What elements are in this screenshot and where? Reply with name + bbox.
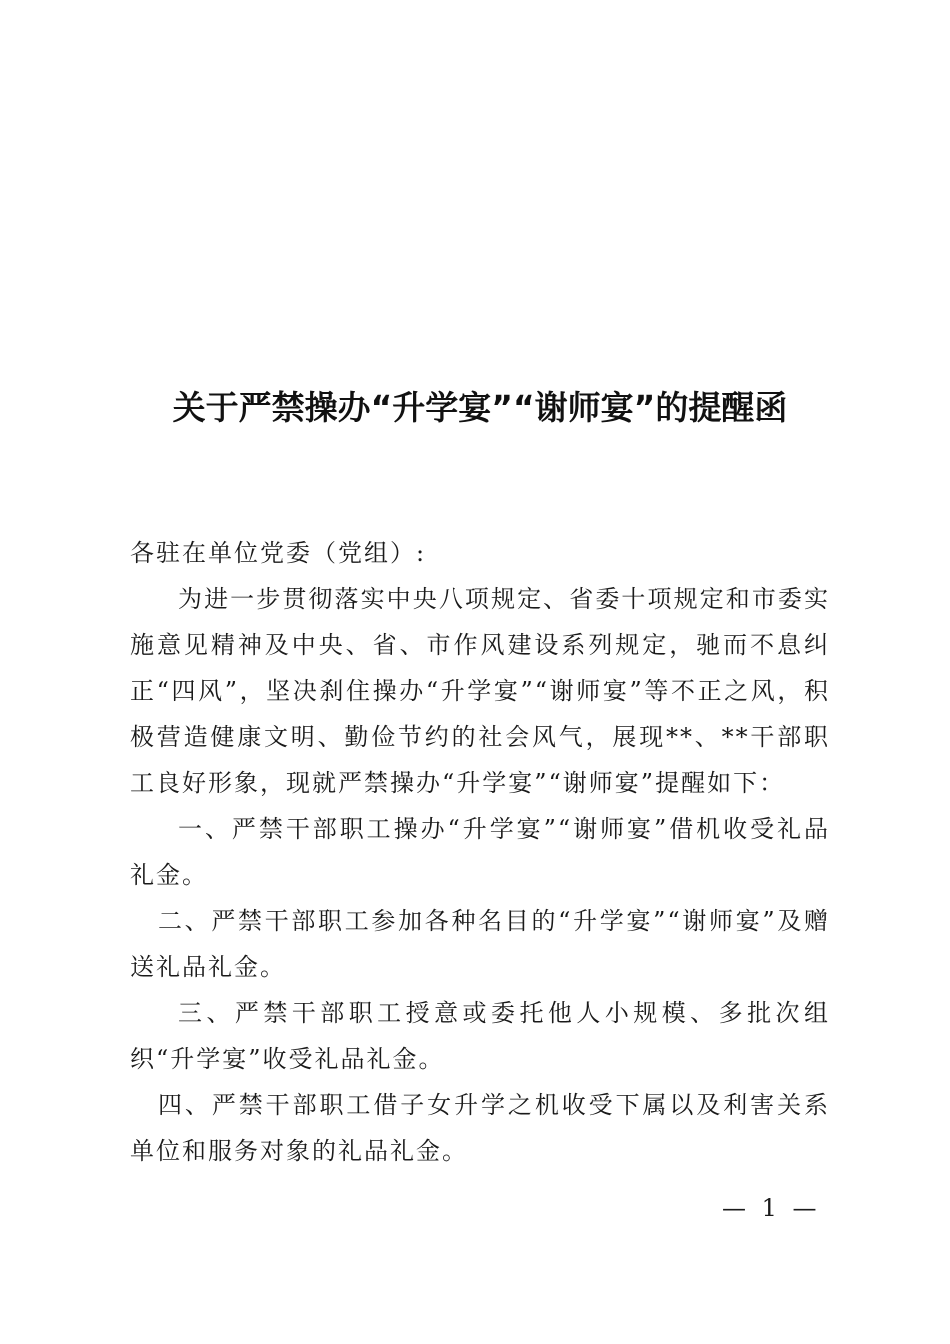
document-title: 关于严禁操办“升学宴”“谢师宴”的提醒函: [172, 388, 788, 427]
document-body: [130, 530, 830, 1174]
salutation: 各驻在单位党委（党组）:: [130, 539, 427, 567]
paragraph-item-3: 三、严禁干部职工授意或委托他人小规模、多批次组织“升学宴”收受礼品礼金。: [130, 999, 830, 1073]
paragraph-item-2: 二、严禁干部职工参加各种名目的“升学宴”“谢师宴”及赠送礼品礼金。: [130, 907, 830, 981]
paragraph-item-4: 四、严禁干部职工借子女升学之机收受下属以及利害关系单位和服务对象的礼品礼金。: [130, 1091, 830, 1165]
paragraph-intro: 为进一步贯彻落实中央八项规定、省委十项规定和市委实施意见精神及中央、省、市作风建设系列规定，驰而不息纠正“四风”，坚决刹住操办“升学宴”“谢师宴”等不正之风，积极营造健康文明、勤俭节约的社会风气，展现**、**干部职工良好形象，现就严禁操办“升学宴”“谢师宴”提醒如下：: [130, 585, 830, 797]
paragraph-item-1: 一、严禁干部职工操办“升学宴”“谢师宴”借机收受礼品礼金。: [130, 815, 830, 889]
page-number: — 1 —: [722, 1194, 821, 1222]
